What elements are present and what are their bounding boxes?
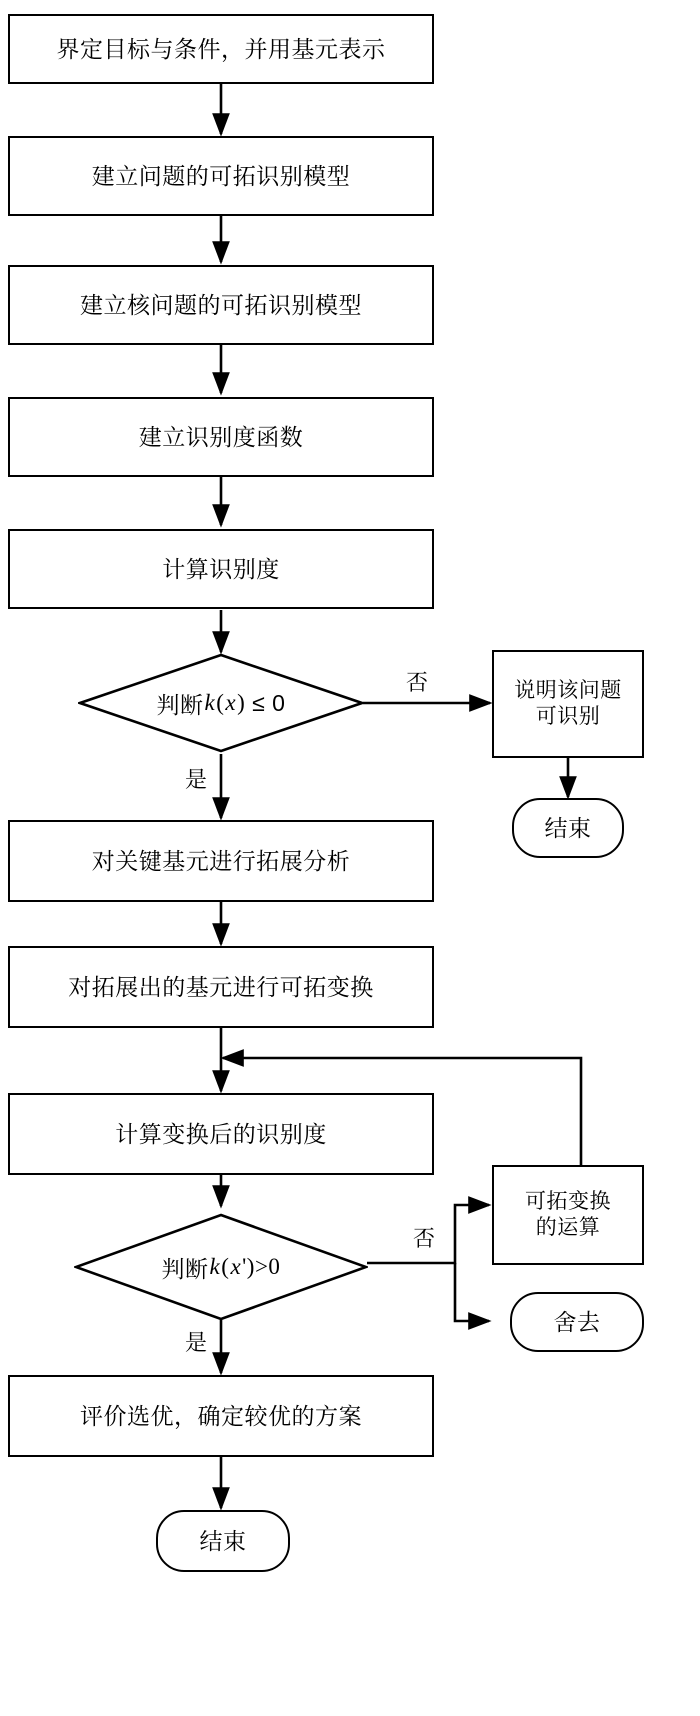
node-define-goal: 界定目标与条件，并用基元表示 <box>8 14 434 84</box>
node-discard: 舍去 <box>510 1292 644 1352</box>
decision-kx-prime-gt-zero <box>74 1213 368 1321</box>
node-build-problem-model: 建立问题的可拓识别模型 <box>8 136 434 216</box>
node-build-recognition-function: 建立识别度函数 <box>8 397 434 477</box>
edge-label-d1-yes: 是 <box>185 767 208 792</box>
node-compute-recognition-degree: 计算识别度 <box>8 529 434 609</box>
node-evaluate-select-best: 评价选优，确定较优的方案 <box>8 1375 434 1457</box>
decision-kx-prime-gt-zero-label: 判断 k ( x ')>0 <box>161 1254 281 1282</box>
node-extension-transform: 对拓展出的基元进行可拓变换 <box>8 946 434 1028</box>
decision-kx-le-zero <box>78 653 364 753</box>
edge-label-d2-yes: 是 <box>185 1330 208 1355</box>
edge-label-d1-no: 否 <box>406 670 429 695</box>
node-extension-transform-operation: 可拓变换 的运算 <box>492 1165 644 1265</box>
node-end-final: 结束 <box>156 1510 290 1572</box>
decision-kx-le-zero-label: 判断 k ( x ) ≤ 0 <box>156 689 286 718</box>
node-build-core-problem-model: 建立核问题的可拓识别模型 <box>8 265 434 345</box>
edge-label-d2-no: 否 <box>413 1226 436 1251</box>
node-problem-recognizable: 说明该问题 可识别 <box>492 650 644 758</box>
node-key-element-extension-analysis: 对关键基元进行拓展分析 <box>8 820 434 902</box>
node-end-branch-a: 结束 <box>512 798 624 858</box>
node-compute-transformed-degree: 计算变换后的识别度 <box>8 1093 434 1175</box>
